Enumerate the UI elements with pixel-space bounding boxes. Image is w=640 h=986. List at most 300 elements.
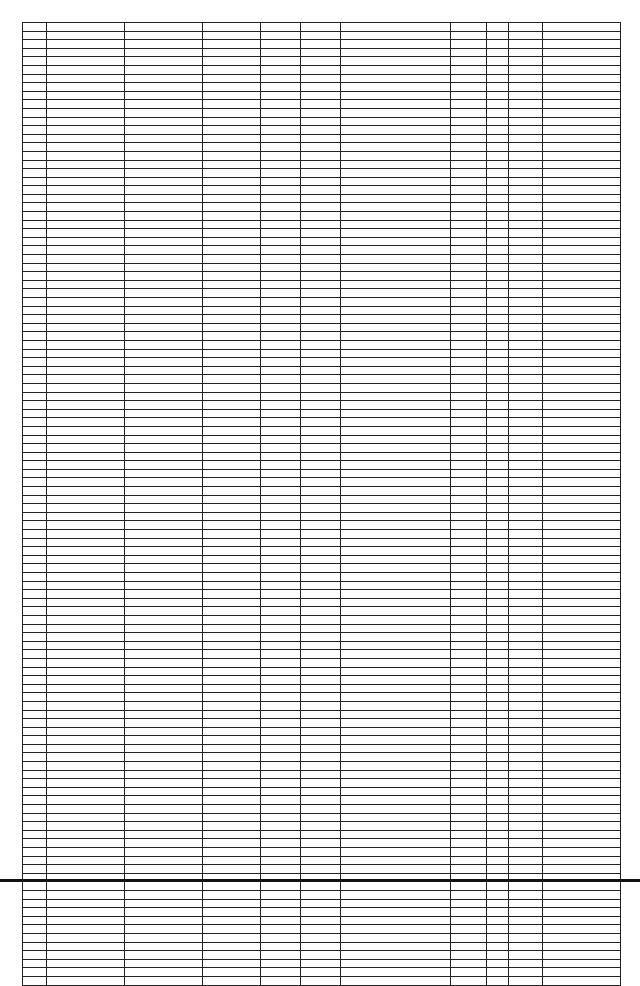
cell-street bbox=[341, 126, 451, 135]
cell-note bbox=[543, 169, 621, 178]
cell-gap bbox=[203, 160, 261, 169]
cell-gap bbox=[203, 942, 261, 951]
cell-cad1 bbox=[47, 461, 125, 470]
cell-korp bbox=[487, 409, 509, 418]
cell-cad2 bbox=[125, 375, 203, 384]
cell-num bbox=[23, 65, 47, 74]
cell-street bbox=[341, 555, 451, 564]
cell-gap bbox=[203, 495, 261, 504]
cell-cad1 bbox=[47, 727, 125, 736]
cell-korp bbox=[487, 830, 509, 839]
cell-city2 bbox=[301, 487, 341, 496]
cell-note bbox=[543, 375, 621, 384]
cell-note bbox=[543, 229, 621, 238]
table-row bbox=[23, 177, 621, 186]
cell-house bbox=[451, 796, 487, 805]
cell-city1 bbox=[261, 160, 301, 169]
cell-e1 bbox=[509, 641, 543, 650]
cell-street bbox=[341, 607, 451, 616]
cell-num bbox=[23, 968, 47, 977]
cell-house bbox=[451, 478, 487, 487]
cell-city2 bbox=[301, 263, 341, 272]
cell-note bbox=[543, 469, 621, 478]
cell-house bbox=[451, 340, 487, 349]
cell-gap bbox=[203, 246, 261, 255]
cell-num bbox=[23, 787, 47, 796]
cell-num bbox=[23, 830, 47, 839]
cell-korp bbox=[487, 787, 509, 796]
cell-cad1 bbox=[47, 547, 125, 556]
cell-num bbox=[23, 624, 47, 633]
cell-city1 bbox=[261, 444, 301, 453]
cell-num bbox=[23, 908, 47, 917]
cell-num bbox=[23, 366, 47, 375]
cell-city2 bbox=[301, 959, 341, 968]
cell-korp bbox=[487, 237, 509, 246]
table-row bbox=[23, 169, 621, 178]
cell-gap bbox=[203, 315, 261, 324]
cell-cad2 bbox=[125, 942, 203, 951]
cell-city2 bbox=[301, 203, 341, 212]
cell-cad1 bbox=[47, 323, 125, 332]
cell-cad1 bbox=[47, 375, 125, 384]
table-row bbox=[23, 547, 621, 556]
cell-city1 bbox=[261, 478, 301, 487]
cell-gap bbox=[203, 916, 261, 925]
cell-num bbox=[23, 658, 47, 667]
cell-num bbox=[23, 916, 47, 925]
cell-cad1 bbox=[47, 315, 125, 324]
cell-note bbox=[543, 598, 621, 607]
cell-city1 bbox=[261, 83, 301, 92]
cell-city1 bbox=[261, 461, 301, 470]
cell-note bbox=[543, 968, 621, 977]
cell-house bbox=[451, 504, 487, 513]
cell-gap bbox=[203, 555, 261, 564]
cell-num bbox=[23, 530, 47, 539]
table-row bbox=[23, 762, 621, 771]
cell-e1 bbox=[509, 581, 543, 590]
cell-street bbox=[341, 409, 451, 418]
cell-city1 bbox=[261, 805, 301, 814]
cell-e1 bbox=[509, 383, 543, 392]
cell-gap bbox=[203, 263, 261, 272]
cell-cad2 bbox=[125, 366, 203, 375]
cell-note bbox=[543, 710, 621, 719]
cell-num bbox=[23, 512, 47, 521]
cell-gap bbox=[203, 736, 261, 745]
cell-city1 bbox=[261, 40, 301, 49]
table-row bbox=[23, 693, 621, 702]
cell-street bbox=[341, 684, 451, 693]
cell-street bbox=[341, 177, 451, 186]
cell-city1 bbox=[261, 865, 301, 874]
cell-num bbox=[23, 74, 47, 83]
cell-city1 bbox=[261, 968, 301, 977]
cell-korp bbox=[487, 229, 509, 238]
cell-cad1 bbox=[47, 942, 125, 951]
cell-city2 bbox=[301, 48, 341, 57]
cell-e1 bbox=[509, 169, 543, 178]
cell-cad1 bbox=[47, 796, 125, 805]
cell-city2 bbox=[301, 315, 341, 324]
cell-num bbox=[23, 839, 47, 848]
cell-cad1 bbox=[47, 117, 125, 126]
cell-street bbox=[341, 358, 451, 367]
cell-cad2 bbox=[125, 91, 203, 100]
cell-city2 bbox=[301, 444, 341, 453]
table-row bbox=[23, 478, 621, 487]
cell-num bbox=[23, 650, 47, 659]
cell-cad2 bbox=[125, 658, 203, 667]
cell-e1 bbox=[509, 813, 543, 822]
cell-note bbox=[543, 23, 621, 32]
cell-korp bbox=[487, 848, 509, 857]
cell-city2 bbox=[301, 65, 341, 74]
cell-cad2 bbox=[125, 426, 203, 435]
cell-cad1 bbox=[47, 693, 125, 702]
cell-num bbox=[23, 212, 47, 221]
cell-cad1 bbox=[47, 959, 125, 968]
cell-e1 bbox=[509, 349, 543, 358]
cell-e1 bbox=[509, 753, 543, 762]
cell-gap bbox=[203, 573, 261, 582]
cell-note bbox=[543, 177, 621, 186]
cell-num bbox=[23, 676, 47, 685]
cell-cad2 bbox=[125, 478, 203, 487]
cell-house bbox=[451, 942, 487, 951]
cell-num bbox=[23, 779, 47, 788]
cell-e1 bbox=[509, 512, 543, 521]
cell-e1 bbox=[509, 186, 543, 195]
cell-cad1 bbox=[47, 650, 125, 659]
cell-street bbox=[341, 349, 451, 358]
cell-e1 bbox=[509, 100, 543, 109]
cell-korp bbox=[487, 607, 509, 616]
cell-e1 bbox=[509, 899, 543, 908]
cell-city1 bbox=[261, 298, 301, 307]
cell-num bbox=[23, 332, 47, 341]
cell-house bbox=[451, 607, 487, 616]
cell-cad1 bbox=[47, 366, 125, 375]
cell-city2 bbox=[301, 392, 341, 401]
cell-city2 bbox=[301, 349, 341, 358]
cell-korp bbox=[487, 968, 509, 977]
cell-street bbox=[341, 392, 451, 401]
cell-e1 bbox=[509, 590, 543, 599]
cell-cad2 bbox=[125, 323, 203, 332]
cell-cad1 bbox=[47, 865, 125, 874]
cell-city2 bbox=[301, 564, 341, 573]
cell-cad1 bbox=[47, 487, 125, 496]
table-row bbox=[23, 392, 621, 401]
cell-cad2 bbox=[125, 57, 203, 66]
cell-gap bbox=[203, 744, 261, 753]
cell-city1 bbox=[261, 555, 301, 564]
cell-gap bbox=[203, 899, 261, 908]
cell-e1 bbox=[509, 143, 543, 152]
cell-num bbox=[23, 701, 47, 710]
cell-gap bbox=[203, 796, 261, 805]
cell-street bbox=[341, 727, 451, 736]
cell-cad1 bbox=[47, 57, 125, 66]
cell-e1 bbox=[509, 237, 543, 246]
cell-num bbox=[23, 57, 47, 66]
cell-city1 bbox=[261, 358, 301, 367]
cell-gap bbox=[203, 968, 261, 977]
cell-note bbox=[543, 392, 621, 401]
cell-city1 bbox=[261, 229, 301, 238]
cell-city1 bbox=[261, 899, 301, 908]
cell-note bbox=[543, 366, 621, 375]
cell-gap bbox=[203, 624, 261, 633]
cell-gap bbox=[203, 134, 261, 143]
cell-korp bbox=[487, 151, 509, 160]
cell-note bbox=[543, 203, 621, 212]
cell-e1 bbox=[509, 469, 543, 478]
cell-cad2 bbox=[125, 83, 203, 92]
cell-city2 bbox=[301, 658, 341, 667]
cell-city1 bbox=[261, 727, 301, 736]
cell-city2 bbox=[301, 272, 341, 281]
cell-note bbox=[543, 452, 621, 461]
cell-house bbox=[451, 555, 487, 564]
cell-cad2 bbox=[125, 126, 203, 135]
cell-num bbox=[23, 272, 47, 281]
cell-e1 bbox=[509, 693, 543, 702]
cell-house bbox=[451, 263, 487, 272]
cell-korp bbox=[487, 255, 509, 264]
cell-cad1 bbox=[47, 426, 125, 435]
cell-cad2 bbox=[125, 684, 203, 693]
cell-cad1 bbox=[47, 684, 125, 693]
cell-city2 bbox=[301, 701, 341, 710]
cell-num bbox=[23, 555, 47, 564]
cell-house bbox=[451, 100, 487, 109]
cell-num bbox=[23, 91, 47, 100]
table-row bbox=[23, 701, 621, 710]
cell-city2 bbox=[301, 31, 341, 40]
cell-e1 bbox=[509, 108, 543, 117]
cell-korp bbox=[487, 203, 509, 212]
cell-cad1 bbox=[47, 521, 125, 530]
cell-gap bbox=[203, 409, 261, 418]
cell-korp bbox=[487, 91, 509, 100]
cell-city1 bbox=[261, 684, 301, 693]
cell-cad1 bbox=[47, 667, 125, 676]
cell-korp bbox=[487, 323, 509, 332]
cell-korp bbox=[487, 366, 509, 375]
cell-city2 bbox=[301, 478, 341, 487]
cell-cad1 bbox=[47, 340, 125, 349]
cell-city1 bbox=[261, 925, 301, 934]
cell-gap bbox=[203, 641, 261, 650]
cell-note bbox=[543, 151, 621, 160]
cell-street bbox=[341, 736, 451, 745]
cell-city1 bbox=[261, 564, 301, 573]
cell-house bbox=[451, 469, 487, 478]
cell-korp bbox=[487, 478, 509, 487]
cell-house bbox=[451, 581, 487, 590]
cell-city2 bbox=[301, 40, 341, 49]
cell-city1 bbox=[261, 392, 301, 401]
cell-gap bbox=[203, 418, 261, 427]
cell-note bbox=[543, 298, 621, 307]
cell-city2 bbox=[301, 117, 341, 126]
cell-house bbox=[451, 512, 487, 521]
cell-cad1 bbox=[47, 744, 125, 753]
cell-note bbox=[543, 487, 621, 496]
cell-num bbox=[23, 727, 47, 736]
cell-gap bbox=[203, 753, 261, 762]
cell-num bbox=[23, 744, 47, 753]
cell-house bbox=[451, 848, 487, 857]
cell-e1 bbox=[509, 409, 543, 418]
cell-note bbox=[543, 57, 621, 66]
cell-gap bbox=[203, 212, 261, 221]
cell-korp bbox=[487, 401, 509, 410]
table-row bbox=[23, 255, 621, 264]
cell-e1 bbox=[509, 487, 543, 496]
cell-e1 bbox=[509, 856, 543, 865]
cell-note bbox=[543, 48, 621, 57]
cell-street bbox=[341, 865, 451, 874]
cell-city2 bbox=[301, 323, 341, 332]
cell-e1 bbox=[509, 332, 543, 341]
cell-gap bbox=[203, 830, 261, 839]
cell-korp bbox=[487, 134, 509, 143]
cell-street bbox=[341, 933, 451, 942]
cell-korp bbox=[487, 40, 509, 49]
cell-city2 bbox=[301, 916, 341, 925]
cell-city2 bbox=[301, 91, 341, 100]
cell-street bbox=[341, 547, 451, 556]
cell-num bbox=[23, 409, 47, 418]
cell-korp bbox=[487, 280, 509, 289]
cell-e1 bbox=[509, 23, 543, 32]
cell-cad1 bbox=[47, 719, 125, 728]
cell-note bbox=[543, 504, 621, 513]
cell-note bbox=[543, 607, 621, 616]
cell-num bbox=[23, 607, 47, 616]
cell-e1 bbox=[509, 573, 543, 582]
cell-gap bbox=[203, 65, 261, 74]
cell-korp bbox=[487, 340, 509, 349]
cell-cad1 bbox=[47, 951, 125, 960]
cell-e1 bbox=[509, 615, 543, 624]
cell-korp bbox=[487, 564, 509, 573]
table-row bbox=[23, 933, 621, 942]
cell-gap bbox=[203, 882, 261, 891]
cell-gap bbox=[203, 401, 261, 410]
cell-house bbox=[451, 65, 487, 74]
cell-house bbox=[451, 23, 487, 32]
cell-gap bbox=[203, 452, 261, 461]
cell-city2 bbox=[301, 194, 341, 203]
cell-house bbox=[451, 865, 487, 874]
cell-city1 bbox=[261, 744, 301, 753]
cell-city2 bbox=[301, 212, 341, 221]
cell-city1 bbox=[261, 710, 301, 719]
cell-city2 bbox=[301, 865, 341, 874]
cell-street bbox=[341, 787, 451, 796]
cell-city2 bbox=[301, 375, 341, 384]
cell-house bbox=[451, 530, 487, 539]
cell-korp bbox=[487, 487, 509, 496]
cell-city2 bbox=[301, 280, 341, 289]
cell-cad1 bbox=[47, 418, 125, 427]
cell-note bbox=[543, 641, 621, 650]
table-row bbox=[23, 315, 621, 324]
cell-korp bbox=[487, 615, 509, 624]
cell-note bbox=[543, 40, 621, 49]
cell-cad2 bbox=[125, 435, 203, 444]
cell-cad2 bbox=[125, 564, 203, 573]
cell-cad2 bbox=[125, 736, 203, 745]
cell-note bbox=[543, 323, 621, 332]
cell-gap bbox=[203, 177, 261, 186]
table-row bbox=[23, 117, 621, 126]
cell-street bbox=[341, 658, 451, 667]
cell-korp bbox=[487, 272, 509, 281]
table-row bbox=[23, 744, 621, 753]
cell-city1 bbox=[261, 263, 301, 272]
cell-street bbox=[341, 40, 451, 49]
cell-note bbox=[543, 787, 621, 796]
cell-city2 bbox=[301, 530, 341, 539]
cell-city2 bbox=[301, 418, 341, 427]
cell-korp bbox=[487, 160, 509, 169]
cell-city1 bbox=[261, 908, 301, 917]
cell-city1 bbox=[261, 366, 301, 375]
cell-num bbox=[23, 573, 47, 582]
cell-korp bbox=[487, 212, 509, 221]
cell-cad1 bbox=[47, 753, 125, 762]
cell-city1 bbox=[261, 375, 301, 384]
cell-house bbox=[451, 418, 487, 427]
cell-city2 bbox=[301, 933, 341, 942]
cell-korp bbox=[487, 306, 509, 315]
cell-house bbox=[451, 452, 487, 461]
cell-city1 bbox=[261, 770, 301, 779]
cell-cad1 bbox=[47, 435, 125, 444]
cell-note bbox=[543, 779, 621, 788]
cell-house bbox=[451, 916, 487, 925]
cell-gap bbox=[203, 272, 261, 281]
cell-cad1 bbox=[47, 452, 125, 461]
cell-note bbox=[543, 573, 621, 582]
cell-cad2 bbox=[125, 624, 203, 633]
cell-note bbox=[543, 194, 621, 203]
cell-house bbox=[451, 323, 487, 332]
cell-korp bbox=[487, 916, 509, 925]
cell-cad2 bbox=[125, 555, 203, 564]
table-row bbox=[23, 787, 621, 796]
cell-city2 bbox=[301, 237, 341, 246]
cell-street bbox=[341, 856, 451, 865]
cell-gap bbox=[203, 925, 261, 934]
cell-house bbox=[451, 426, 487, 435]
cell-gap bbox=[203, 74, 261, 83]
table-row bbox=[23, 976, 621, 985]
cell-house bbox=[451, 315, 487, 324]
table-row bbox=[23, 31, 621, 40]
cell-street bbox=[341, 615, 451, 624]
cell-gap bbox=[203, 280, 261, 289]
cell-cad2 bbox=[125, 701, 203, 710]
cell-gap bbox=[203, 349, 261, 358]
cell-city2 bbox=[301, 246, 341, 255]
